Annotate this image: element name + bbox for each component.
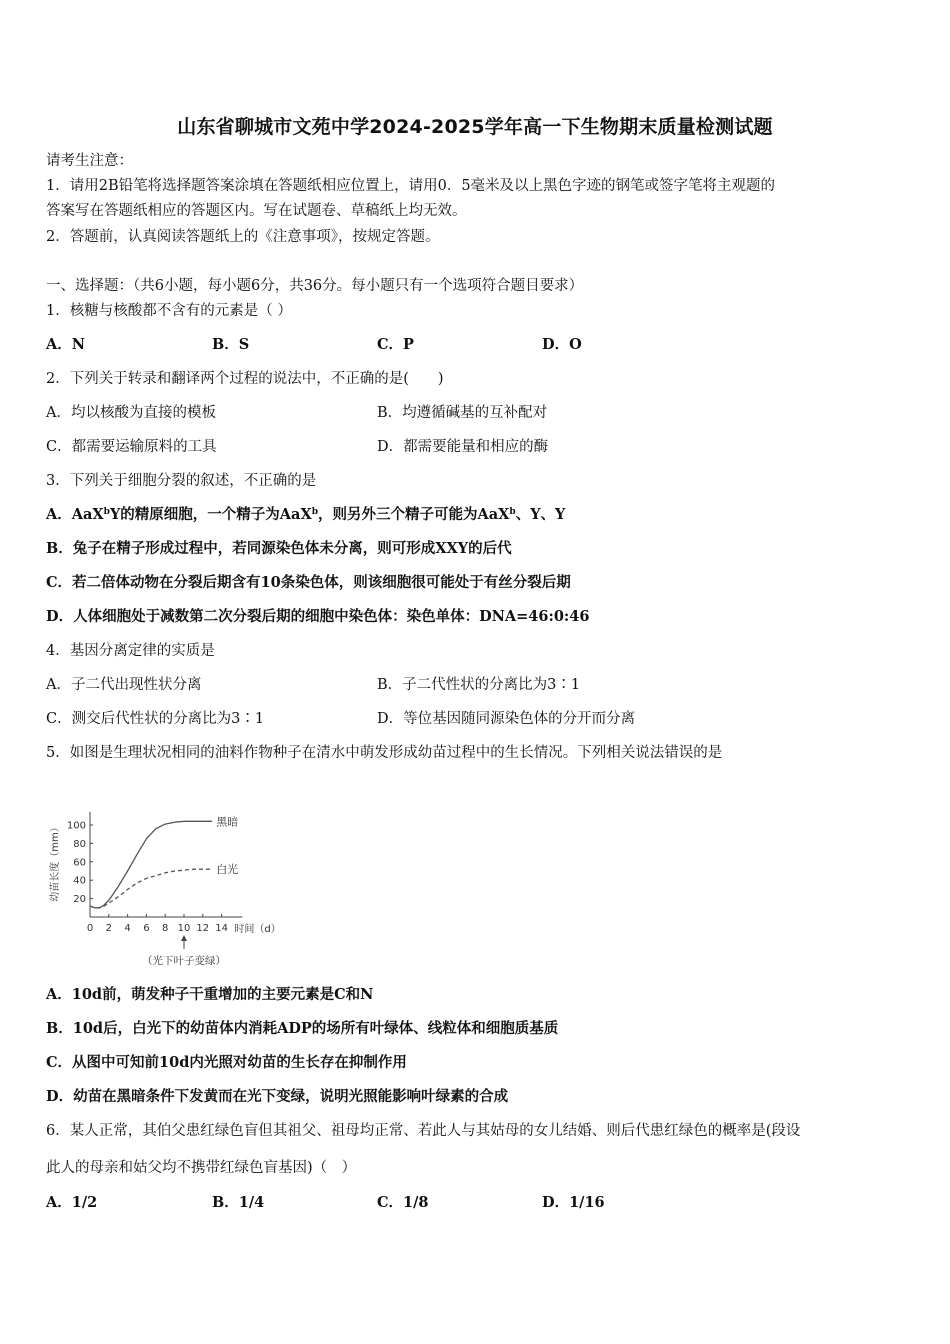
y-tick-label: 80 <box>73 838 86 850</box>
question-2-stem: 2．下列关于转录和翻译两个过程的说法中，不正确的是( ) <box>46 371 444 387</box>
x-tick-label: 2 <box>105 923 112 934</box>
question-6-option-d: D．1/16 <box>542 1194 605 1211</box>
question-4-option-b: B．子二代性状的分离比为3∶1 <box>377 677 581 693</box>
question-4-option-d: D．等位基因随同源染色体的分开而分离 <box>377 711 636 727</box>
x-tick-label: 8 <box>162 923 169 934</box>
q3a-text-4: 、Y、Y <box>515 506 566 523</box>
question-3-option-d: D．人体细胞处于减数第二次分裂后期的细胞中染色体：染色单体：DNA=46:0:46 <box>46 608 590 625</box>
notice-item-1-line-1: 1．请用2B铅笔将选择题答案涂填在答题纸相应位置上，请用0．5毫米及以上黑色字迹的钢笔或签字笔将主观题的 <box>46 178 776 194</box>
q3a-sup-1: b <box>103 507 110 517</box>
seedling-growth-chart <box>46 782 356 977</box>
x-tick-label: 14 <box>215 923 228 934</box>
x-tick-label: 4 <box>124 923 131 934</box>
section-heading: 一、选择题：（共6小题，每小题6分，共36分。每小题只有一个选项符合题目要求） <box>46 278 584 294</box>
q3a-sup-3: b <box>509 507 516 517</box>
question-2-option-b: B．均遵循碱基的互补配对 <box>377 405 548 421</box>
x-tick-label: 0 <box>86 923 94 934</box>
series-legend-label: 白光 <box>216 863 239 877</box>
question-5-option-b: B．10d后，白光下的幼苗体内消耗ADP的场所有叶绿体、线粒体和细胞质基质 <box>46 1020 559 1037</box>
question-3-option-b: B．兔子在精子形成过程中，若同源染色体未分离，则可形成XXY的后代 <box>46 540 512 557</box>
question-5-stem: 5．如图是生理状况相同的油料作物种子在清水中萌发形成幼苗过程中的生长情况。下列相关说法错误的是 <box>46 745 723 761</box>
chart-series <box>90 821 212 908</box>
notice-item-2: 2．答题前，认真阅读答题纸上的《注意事项》，按规定答题。 <box>46 229 440 245</box>
question-2-option-c: C．都需要运输原料的工具 <box>46 439 217 455</box>
question-5-option-c: C．从图中可知前10d内光照对幼苗的生长存在抑制作用 <box>46 1054 407 1071</box>
question-5-option-a: A．10d前，萌发种子干重增加的主要元素是C和N <box>46 986 374 1003</box>
y-tick-label: 100 <box>66 820 86 832</box>
q3a-text-2: Y的精原细胞，一个精子为AaX <box>109 506 312 523</box>
question-3-option-a <box>46 505 565 525</box>
q3a-text-3: ，则另外三个精子可能为AaX <box>318 506 510 523</box>
annotation-arrow-head <box>181 935 187 941</box>
series-legend-label: 黑暗 <box>216 815 239 829</box>
q3a-text-1: A．AaX <box>46 506 104 523</box>
question-6-stem-line-2: 此人的母亲和姑父均不携带红绿色盲基因)（ ） <box>46 1160 357 1176</box>
x-axis-label: 时间（d） <box>234 924 281 935</box>
notice-heading: 请考生注意： <box>46 153 133 169</box>
question-1-option-c: C．P <box>377 336 414 353</box>
question-1-option-b: B．S <box>212 336 250 353</box>
y-tick-label: 60 <box>73 857 86 869</box>
series-line-dark <box>90 821 212 908</box>
series-line-white-light <box>90 869 212 908</box>
y-axis-label: 幼苗长度（mm） <box>50 822 61 902</box>
question-3-stem: 3．下列关于细胞分裂的叙述，不正确的是 <box>46 473 317 489</box>
question-1-stem: 1．核糖与核酸都不含有的元素是（ ） <box>46 303 292 319</box>
question-6-option-b: B．1/4 <box>212 1194 265 1211</box>
chart-labels <box>48 814 281 967</box>
q3a-sup-2: b <box>311 507 318 517</box>
x-tick-label: 10 <box>177 923 191 934</box>
annotation-label: （光下叶子变绿） <box>142 955 226 967</box>
question-3-option-c: C．若二倍体动物在分裂后期含有10条染色体，则该细胞很可能处于有丝分裂后期 <box>46 574 571 591</box>
question-6-option-a: A．1/2 <box>46 1194 98 1211</box>
page-title: 山东省聊城市文苑中学2024-2025学年高一下生物期末质量检测试题 <box>177 116 773 138</box>
notice-item-1-line-2: 答案写在答题纸相应的答题区内。写在试题卷、草稿纸上均无效。 <box>46 203 467 219</box>
x-tick-label: 12 <box>196 923 210 934</box>
question-1-option-a: A．N <box>46 336 86 353</box>
y-tick-label: 20 <box>73 894 86 906</box>
question-1-option-d: D．O <box>542 336 582 353</box>
question-4-stem: 4．基因分离定律的实质是 <box>46 643 215 659</box>
question-4-option-c: C．测交后代性状的分离比为3∶1 <box>46 711 265 727</box>
question-2-option-d: D．都需要能量和相应的酶 <box>377 439 549 455</box>
question-6-stem-line-1: 6．某人正常，其伯父患红绿色盲但其祖父、祖母均正常、若此人与其姑母的女儿结婚、则后代患红绿色的概率是(段设 <box>46 1123 801 1139</box>
x-tick-label: 6 <box>143 923 150 934</box>
question-5-option-d: D．幼苗在黑暗条件下发黄而在光下变绿，说明光照能影响叶绿素的合成 <box>46 1088 509 1105</box>
question-2-option-a: A．均以核酸为直接的模板 <box>46 405 216 421</box>
question-6-option-c: C．1/8 <box>377 1194 429 1211</box>
question-4-option-a: A．子二代出现性状分离 <box>46 677 202 693</box>
y-tick-label: 40 <box>73 875 86 887</box>
